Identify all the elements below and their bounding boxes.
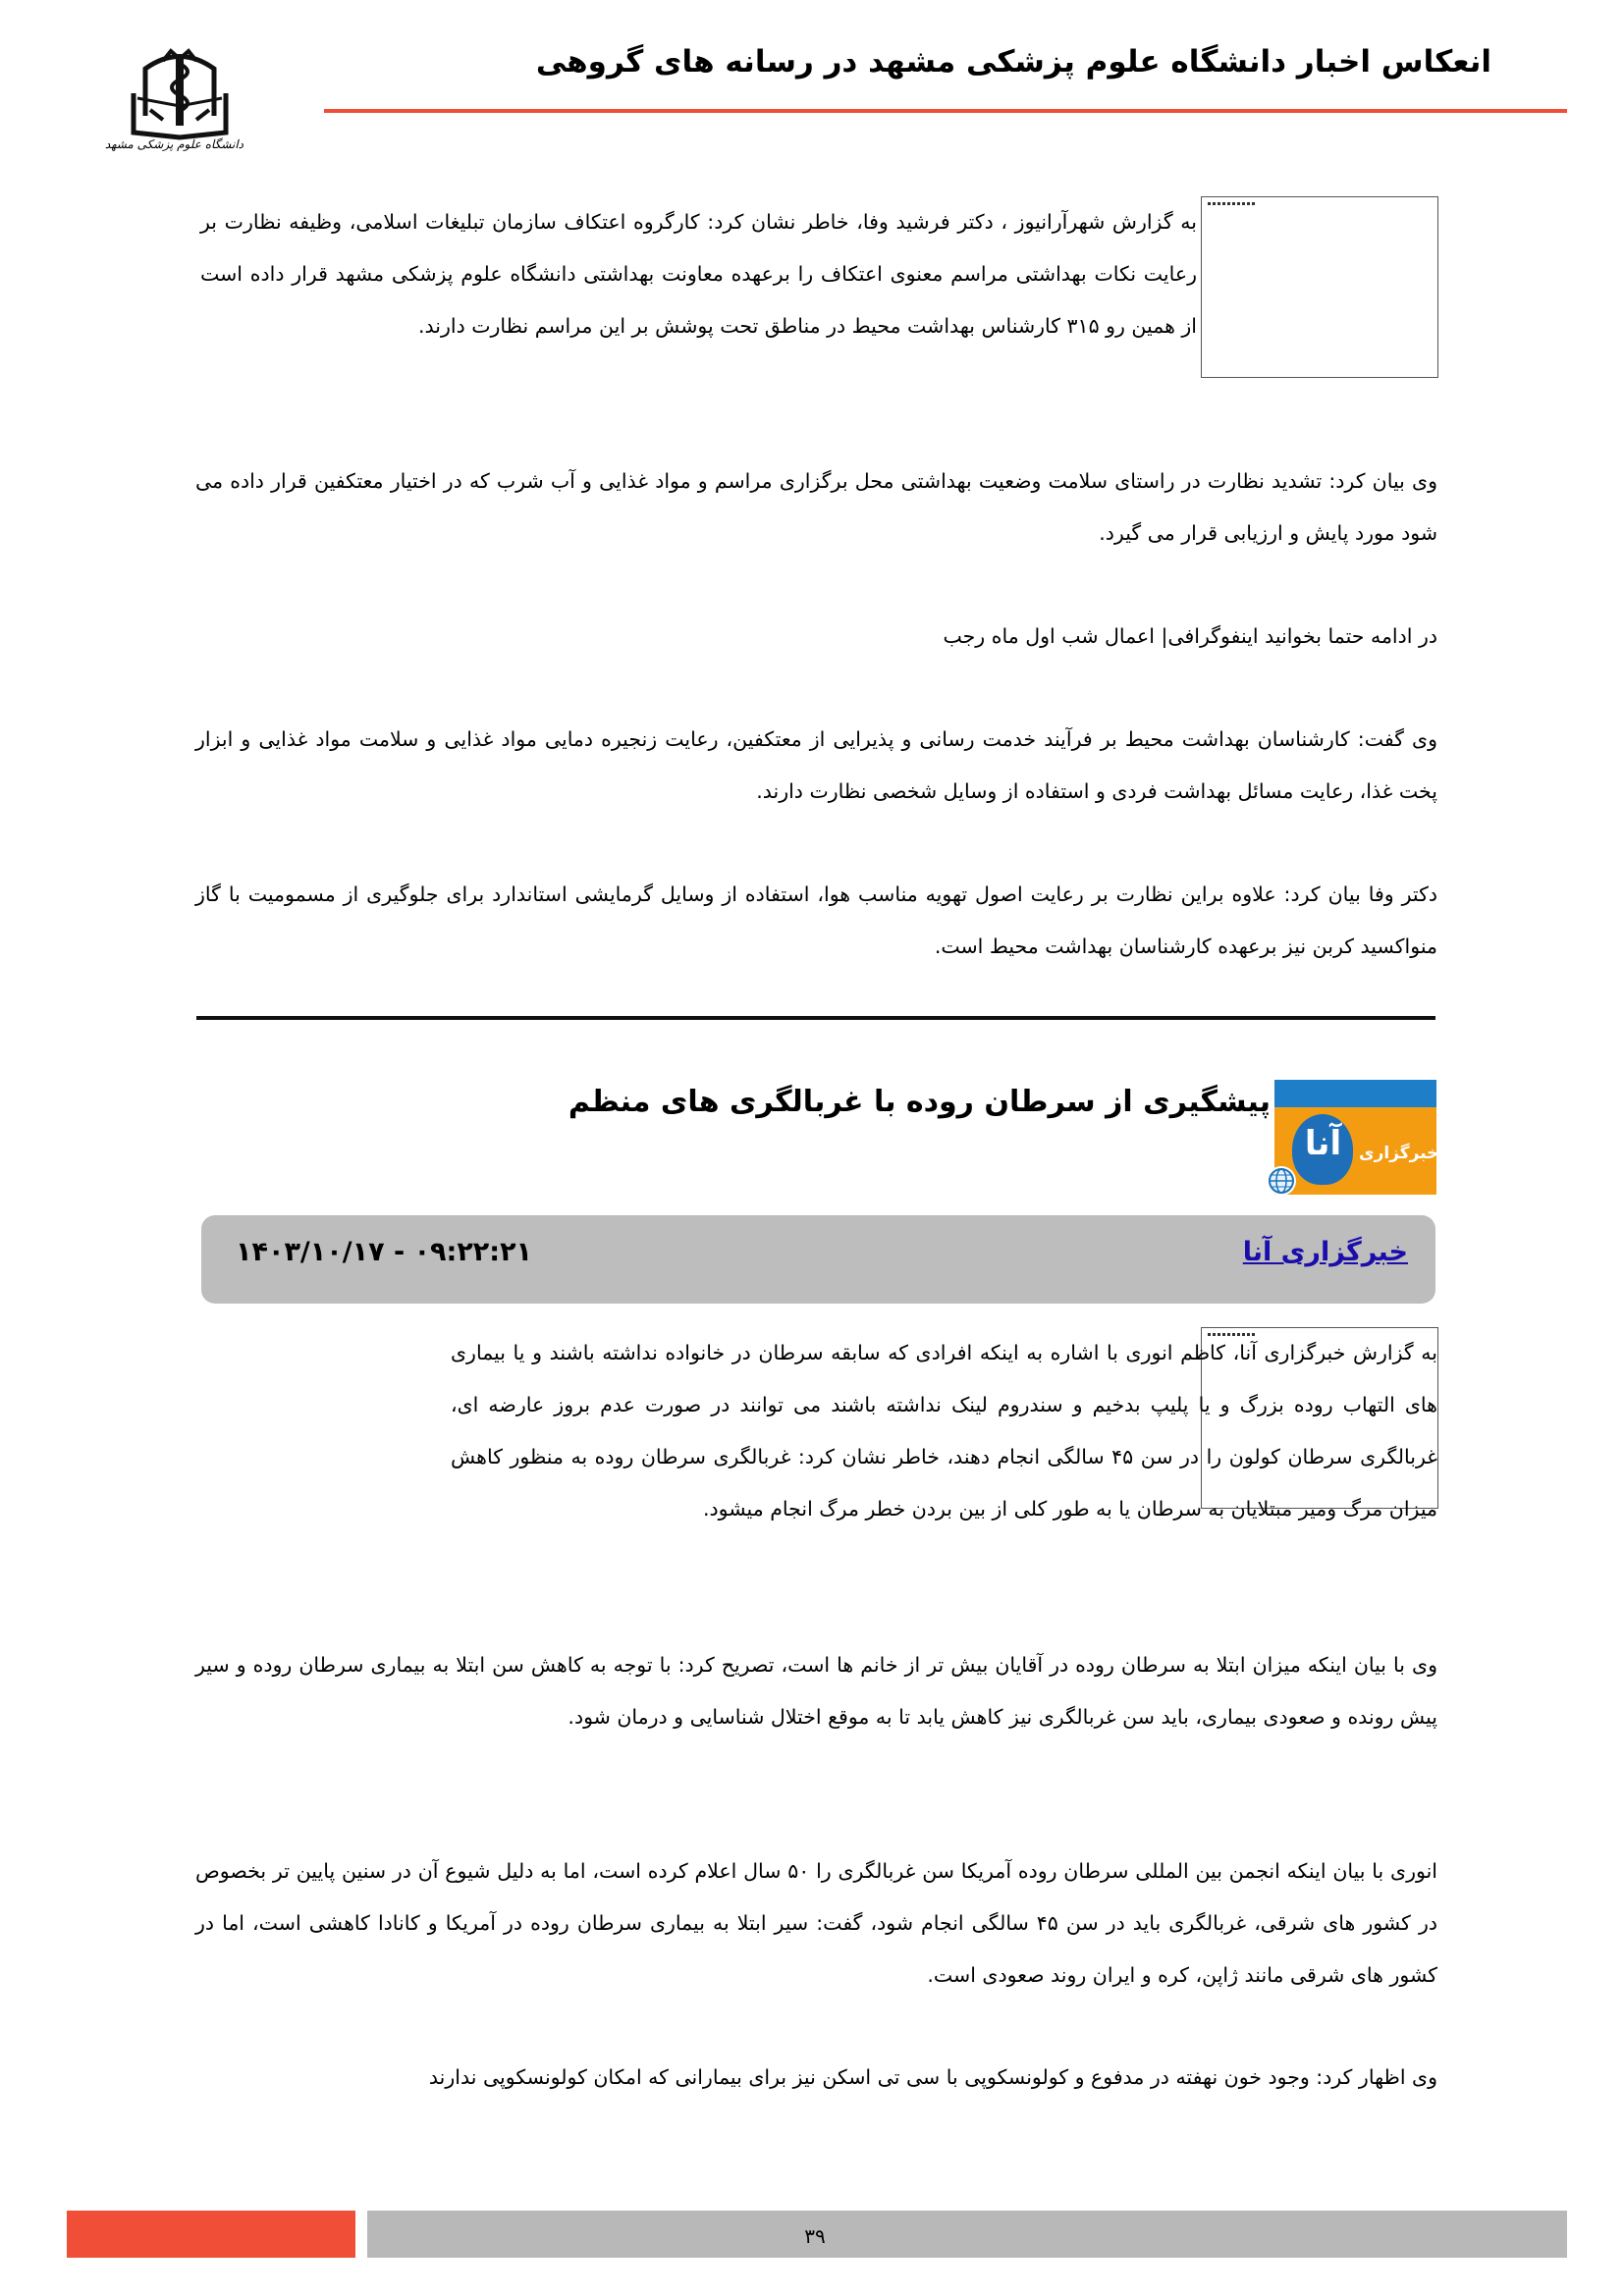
article-paragraph: انوری با بیان اینکه انجمن بین المللی سرطان روده آمریکا سن غربالگری را ۵۰ سال اعلام کرده است، اما به دلیل شیوع آن در سنین پایین تر بخصوص در کشور های شرقی، غربالگری باید در سن ۴۵ سالگی انجام شود، گفت: سیر ابتلا به بیماری سرطان روده در آمریکا و کانادا کاهشی است، اما در کشور های شرقی مانند ژاپن، کره و ایران روند صعودی است. <box>195 1859 1437 1987</box>
header-divider <box>324 109 1567 113</box>
article-paragraph: دکتر وفا بیان کرد: علاوه براین نظارت بر رعایت اصول تهویه مناسب هوا، استفاده از وسایل گرمایشی استاندارد برای جلوگیری از مسمومیت با گاز منواکسید کربن نیز برعهده کارشناسان بهداشت محیط است. <box>195 882 1437 958</box>
article-paragraph: در ادامه حتما بخوانید اینفوگرافی| اعمال شب اول ماه رجب <box>943 624 1437 648</box>
page-header-title: انعکاس اخبار دانشگاه علوم پزشکی مشهد در رسانه های گروهی <box>535 44 1491 80</box>
article-paragraph: وی اظهار کرد: وجود خون نهفته در مدفوع و کولونسکوپی با سی تی اسکن نیز برای بیمارانی که امکان کولونسکوپی ندارند <box>428 2065 1437 2089</box>
article-title: پیشگیری از سرطان روده با غربالگری های منظم <box>568 1085 1271 1119</box>
news-agency-logo <box>1274 1080 1439 1195</box>
article-paragraph: به گزارش شهرآرانیوز ، دکتر فرشید وفا، خاطر نشان کرد: کارگروه اعتکاف سازمان تبلیغات اسلامی، وظیفه نظارت بر رعایت نکات بهداشتی مراسم معنوی اعتکاف را برعهده معاونت بهداشتی دانشگاه علوم پزشکی مشهد قرار داده است از همین رو ۳۱۵ کارشناس بهداشت محیط در مناطق تحت پوشش بر این مراسم نظارت دارند. <box>200 210 1197 338</box>
section-divider <box>196 1016 1435 1020</box>
article-paragraph: به گزارش خبرگزاری آنا، کاظم انوری با اشاره به اینکه افرادی که سابقه سرطان در خانواده نداشته باشند و یا بیماری های التهاب روده بزرگ و یا پلیپ بدخیم و سندروم لینک نداشته باشند می توانند در صورت عدم بروز عارضه ای، غربالگری سرطان کولون را در سن ۴۵ سالگی انجام دهند، خاطر نشان کرد: غربالگری سرطان روده به منظور کاهش میزان مرگ ومیر مبتلایان به سرطان یا به طور کلی از بین بردن خطر مرگ انجام میشود. <box>451 1341 1437 1521</box>
university-logo <box>104 39 244 167</box>
article-meta-bar <box>201 1215 1435 1304</box>
footer-bar <box>367 2211 1567 2258</box>
image-placeholder <box>1201 196 1438 378</box>
logo-text: خبرگزاری <box>1359 1144 1439 1163</box>
logo-caption: دانشگاه علوم پزشکی مشهد <box>104 137 244 151</box>
globe-icon <box>1267 1166 1296 1196</box>
logo-mark: آنا <box>1304 1124 1342 1163</box>
article-paragraph: وی گفت: کارشناسان بهداشت محیط بر فرآیند خدمت رسانی و پذیرایی از معتکفین، رعایت زنجیره دمایی مواد غذایی و سلامت مواد غذایی و ابزار پخت غذا، رعایت مسائل بهداشت فردی و استفاده از وسایل شخصی نظارت دارند. <box>195 727 1437 803</box>
article-paragraph: وی بیان کرد: تشدید نظارت در راستای سلامت وضعیت بهداشتی محل برگزاری مراسم و مواد غذایی و آب شرب که در اختیار معتکفین قرار داده می شود مورد پایش و ارزیابی قرار می گیرد. <box>195 469 1437 545</box>
publish-datetime: ۱۴۰۳/۱۰/۱۷ - ۰۹:۲۲:۲۱ <box>236 1237 533 1267</box>
source-link[interactable]: خبرگزاری آنا <box>1242 1237 1408 1267</box>
footer-accent-bar <box>67 2211 355 2258</box>
article-paragraph: وی با بیان اینکه میزان ابتلا به سرطان روده در آقایان بیش تر از خانم ها است، تصریح کرد: با توجه به کاهش سن ابتلا به بیماری سرطان روده و سیر پیش رونده و صعودی بیماری، باید سن غربالگری نیز کاهش یابد تا به موقع اختلال شناسایی و درمان شود. <box>195 1653 1437 1729</box>
page-number: ۳۹ <box>804 2224 826 2248</box>
